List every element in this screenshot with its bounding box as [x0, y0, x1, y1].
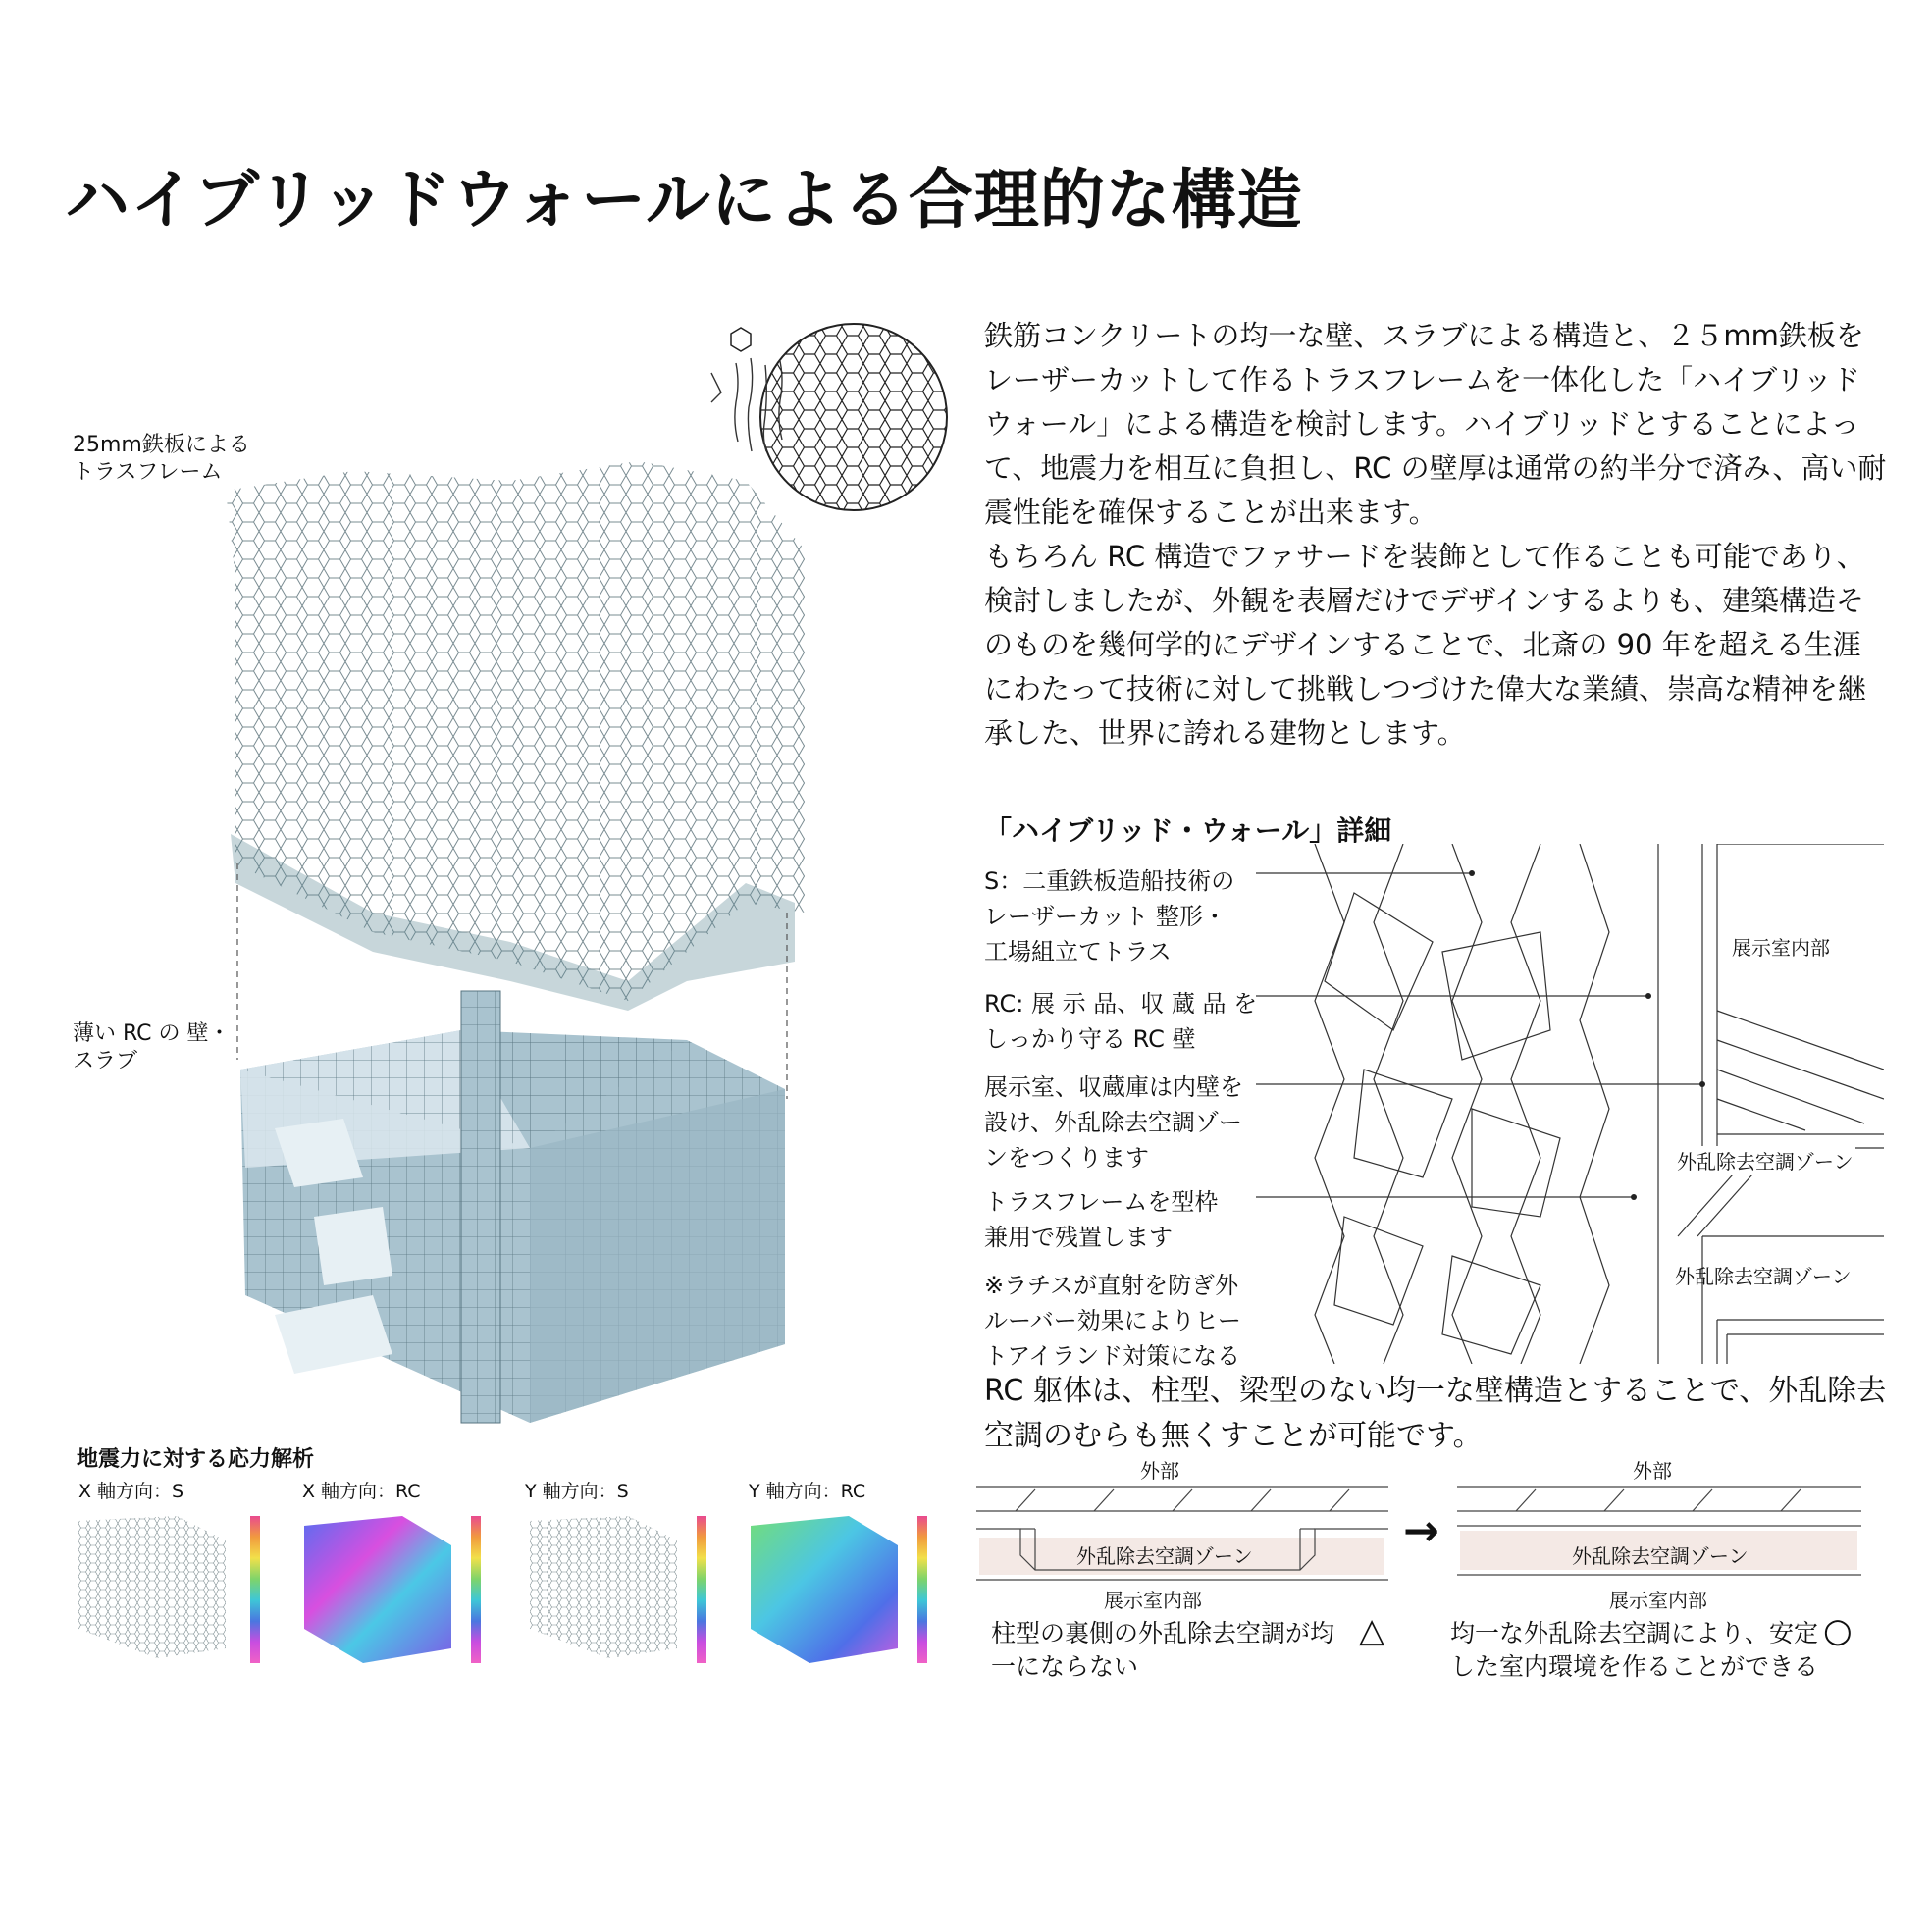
right-inside-label: 展示室内部 [1609, 1589, 1707, 1612]
room-inside-label: 展示室内部 [1732, 936, 1830, 960]
scale-bar-2 [471, 1516, 481, 1663]
analysis-label-x-s: X 軸方向：S [78, 1481, 184, 1502]
panel-x-rc [304, 1516, 451, 1663]
intro-paragraph-1: 鉄筋コンクリートの均一な壁、スラブによる構造と、２５mm鉄板をレーザーカットして作るトラスフレームを一体化した「ハイブリッドウォール」による構造を検討します。ハイブリッドとすることによって、地震力を相互に負担し、RC の壁厚は通常の約半分で済み、高い耐震性能を確保することが出来ます。 [984, 319, 1887, 529]
scale-bar-1 [250, 1516, 260, 1663]
callout-lattice-note: ※ラチスが直射を防ぎ外 ルーバー効果によりヒー トアイランド対策になる [984, 1272, 1241, 1370]
panel-y-s [530, 1516, 677, 1658]
right-zone-label: 外乱除去空調ゾーン [1572, 1544, 1749, 1568]
analysis-heading: 地震力に対する応力解析 [77, 1447, 315, 1472]
truss-label: 25mm鉄板による トラスフレーム [73, 433, 250, 485]
right-caption: 均一な外乱除去空調により、安定 した室内環境を作ることができる [1450, 1619, 1819, 1681]
zone-label-a: 外乱除去空調ゾーン [1675, 1146, 1855, 1175]
rc-label: 薄い RC の 壁・ スラブ [73, 1021, 231, 1073]
right-outside-label: 外部 [1633, 1459, 1672, 1483]
analysis-label-x-rc: X 軸方向：RC [302, 1481, 421, 1502]
hexagon-sketch-icon [731, 328, 751, 351]
bottom-statement: RC 躯体は、柱型、梁型のない均一な壁構造とすることで、外乱除去空調のむらも無くすことが可能です。 [984, 1374, 1887, 1453]
rc-structure [240, 991, 785, 1423]
truss-frame [226, 461, 805, 1011]
detail-heading: 「ハイブリッド・ウォール」詳細 [984, 814, 1392, 847]
left-section-drawing [976, 1482, 1388, 1590]
left-zone-label: 外乱除去空調ゾーン [1076, 1544, 1253, 1568]
scale-bar-3 [697, 1516, 706, 1663]
page-title: ハイブリッドウォールによる合理的な構造 [65, 162, 1303, 237]
zone-label-b: 外乱除去空調ゾーン [1675, 1265, 1852, 1288]
callout-steel-truss: S：二重鉄板造船技術の レーザーカット 整形・ 工場組立てトラス [984, 867, 1235, 966]
analysis-panels [69, 1501, 952, 1668]
analysis-label-y-s: Y 軸方向：S [525, 1481, 629, 1502]
intro-paragraph-2: もちろん RC 構造でファサードを装飾として作ることも可能であり、検討しましたが、外観を表層だけでデザインするよりも、建築構造そのものを幾何学的にデザインすることで、北斎の 90 年を超える生涯にわたって技術に対して挑戦しつづけた偉大な業績、崇高な精神を継承した、世界に誇れる建物とします。 [984, 540, 1867, 750]
right-section-drawing [1457, 1482, 1861, 1590]
intro-text [984, 314, 1887, 756]
arrow-right-icon: → [1403, 1506, 1439, 1556]
callout-formwork: トラスフレームを型枠 兼用で残置します [984, 1188, 1219, 1251]
callout-rc-wall: RC: 展 示 品、収 蔵 品 を しっかり守る RC 壁 [984, 990, 1258, 1053]
circle-mark-icon: ○ [1823, 1611, 1853, 1650]
left-outside-label: 外部 [1140, 1459, 1179, 1483]
left-caption: 柱型の裏側の外乱除去空調が均 一にならない [991, 1619, 1335, 1681]
panel-x-s [78, 1516, 226, 1658]
analysis-label-y-rc: Y 軸方向：RC [749, 1481, 866, 1502]
callout-inner-wall: 展示室、収蔵庫は内壁を 設け、外乱除去空調ゾー ンをつくります [984, 1073, 1243, 1172]
left-inside-label: 展示室内部 [1104, 1589, 1202, 1612]
triangle-mark-icon: △ [1359, 1611, 1385, 1650]
panel-y-rc [751, 1516, 898, 1663]
scale-bar-4 [917, 1516, 927, 1663]
